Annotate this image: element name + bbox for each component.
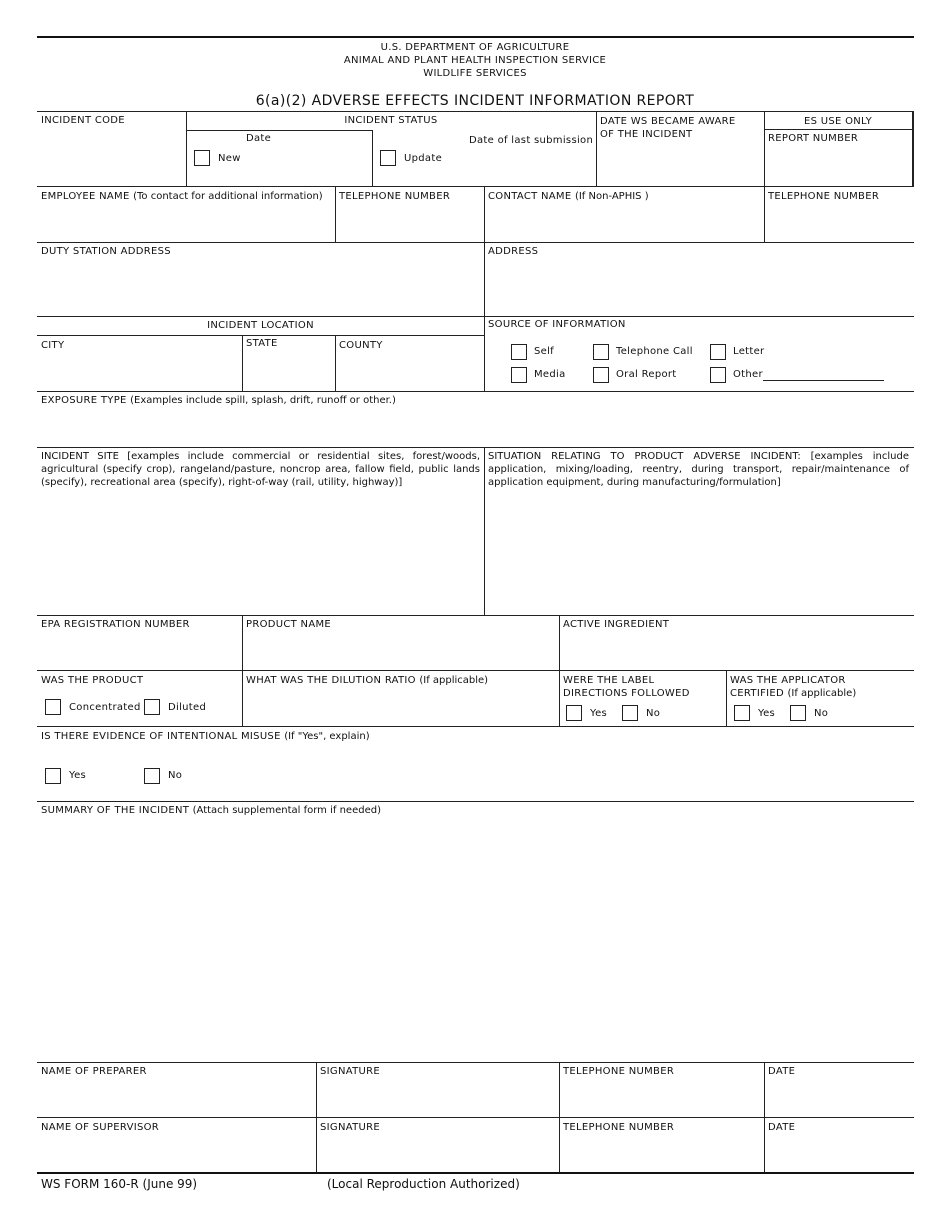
label-no-checkbox[interactable] xyxy=(622,705,638,721)
new-label: New xyxy=(218,153,241,164)
form-title: 6(a)(2) ADVERSE EFFECTS INCIDENT INFORMATION REPORT xyxy=(255,93,695,109)
concentrated-label: Concentrated xyxy=(69,702,141,713)
incident-location-label: INCIDENT LOCATION xyxy=(207,320,314,331)
label-directions-label-line1: WERE THE LABEL xyxy=(563,675,655,686)
telephone-number-label: TELEPHONE NUMBER xyxy=(339,191,451,202)
top-rule xyxy=(37,36,914,38)
other-specify-line[interactable] xyxy=(763,380,884,381)
telephone-call-checkbox[interactable] xyxy=(593,344,609,360)
intentional-misuse-label: IS THERE EVIDENCE OF INTENTIONAL MISUSE (If "Yes", explain) xyxy=(41,731,370,742)
update-checkbox[interactable] xyxy=(380,150,396,166)
supervisor-date-label: DATE xyxy=(768,1122,796,1133)
es-use-only-label: ES USE ONLY xyxy=(803,116,872,127)
service-name: ANIMAL AND PLANT HEALTH INSPECTION SERVICE xyxy=(343,55,607,66)
applicator-label-line2: CERTIFIED (If applicable) xyxy=(730,688,857,699)
epa-registration-label: EPA REGISTRATION NUMBER xyxy=(41,619,190,630)
contact-name-label: CONTACT NAME (If Non-APHIS ) xyxy=(488,191,649,202)
form-number: WS FORM 160-R (June 99) xyxy=(41,1177,198,1191)
dilution-ratio-label: WHAT WAS THE DILUTION RATIO (If applicable) xyxy=(246,675,489,686)
duty-station-address-label: DUTY STATION ADDRESS xyxy=(41,246,171,257)
address-label: ADDRESS xyxy=(488,246,539,257)
employee-name-label: EMPLOYEE NAME (To contact for additional information) xyxy=(41,191,323,202)
product-name-label: PRODUCT NAME xyxy=(246,619,332,630)
media-label: Media xyxy=(534,369,566,380)
new-checkbox[interactable] xyxy=(194,150,210,166)
applicator-yes-label: Yes xyxy=(758,708,776,719)
situation-label: SITUATION RELATING TO PRODUCT ADVERSE INCIDENT: [examples include application, mixing/loading, reentry, during transport, repair/maintenance of application equipment, during manufacturing/formulation] xyxy=(488,451,909,488)
self-checkbox[interactable] xyxy=(511,344,527,360)
agency-name: U.S. DEPARTMENT OF AGRICULTURE xyxy=(380,42,570,53)
name-of-preparer-label: NAME OF PREPARER xyxy=(41,1066,147,1077)
name-of-supervisor-label: NAME OF SUPERVISOR xyxy=(41,1122,160,1133)
date-label: Date xyxy=(246,133,272,144)
contact-telephone-label: TELEPHONE NUMBER xyxy=(768,191,880,202)
reproduction-note: (Local Reproduction Authorized) xyxy=(327,1177,520,1191)
preparer-date-label: DATE xyxy=(768,1066,796,1077)
applicator-yes-checkbox[interactable] xyxy=(734,705,750,721)
diluted-checkbox[interactable] xyxy=(144,699,160,715)
supervisor-telephone-label: TELEPHONE NUMBER xyxy=(563,1122,675,1133)
supervisor-signature-label: SIGNATURE xyxy=(320,1122,380,1133)
active-ingredient-label: ACTIVE INGREDIENT xyxy=(563,619,670,630)
date-aware-label-line1: DATE WS BECAME AWARE xyxy=(600,116,736,127)
applicator-no-checkbox[interactable] xyxy=(790,705,806,721)
state-label: STATE xyxy=(246,338,278,349)
update-label: Update xyxy=(404,153,443,164)
concentrated-checkbox[interactable] xyxy=(45,699,61,715)
applicator-label-line1: WAS THE APPLICATOR xyxy=(730,675,846,686)
label-no-label: No xyxy=(646,708,661,719)
misuse-yes-label: Yes xyxy=(69,770,87,781)
label-yes-checkbox[interactable] xyxy=(566,705,582,721)
county-label: COUNTY xyxy=(339,340,383,351)
preparer-signature-label: SIGNATURE xyxy=(320,1066,380,1077)
diluted-label: Diluted xyxy=(168,702,207,713)
misuse-yes-checkbox[interactable] xyxy=(45,768,61,784)
preparer-telephone-label: TELEPHONE NUMBER xyxy=(563,1066,675,1077)
bottom-rule xyxy=(37,1172,914,1174)
incident-status-label: INCIDENT STATUS xyxy=(344,115,438,126)
source-of-information-label: SOURCE OF INFORMATION xyxy=(488,319,626,330)
was-the-product-label: WAS THE PRODUCT xyxy=(41,675,144,686)
date-aware-label-line2: OF THE INCIDENT xyxy=(600,129,693,140)
letter-label: Letter xyxy=(733,346,765,357)
letter-checkbox[interactable] xyxy=(710,344,726,360)
label-yes-label: Yes xyxy=(590,708,608,719)
applicator-no-label: No xyxy=(814,708,829,719)
report-number-label: REPORT NUMBER xyxy=(768,133,859,144)
incident-site-label: INCIDENT SITE [examples include commercial or residential sites, forest/woods, agricultural (specify crop), rangeland/pasture, noncrop area, fallow field, public lands (specify), recreational area (specify), right-of-way (rail, utility, highway)] xyxy=(41,451,480,488)
city-label: CITY xyxy=(41,340,65,351)
exposure-type-label: EXPOSURE TYPE (Examples include spill, splash, drift, runoff or other.) xyxy=(41,395,396,406)
other-checkbox[interactable] xyxy=(710,367,726,383)
misuse-no-checkbox[interactable] xyxy=(144,768,160,784)
other-label: Other xyxy=(733,369,763,380)
summary-label: SUMMARY OF THE INCIDENT (Attach supplemental form if needed) xyxy=(41,805,381,816)
incident-code-label: INCIDENT CODE xyxy=(41,115,125,126)
self-label: Self xyxy=(534,346,554,357)
date-last-submission-label: Date of last submission xyxy=(469,135,594,146)
telephone-call-label: Telephone Call xyxy=(616,346,693,357)
misuse-no-label: No xyxy=(168,770,183,781)
division-name: WILDLIFE SERVICES xyxy=(423,68,527,79)
media-checkbox[interactable] xyxy=(511,367,527,383)
oral-report-checkbox[interactable] xyxy=(593,367,609,383)
label-directions-label-line2: DIRECTIONS FOLLOWED xyxy=(563,688,690,699)
oral-report-label: Oral Report xyxy=(616,369,677,380)
